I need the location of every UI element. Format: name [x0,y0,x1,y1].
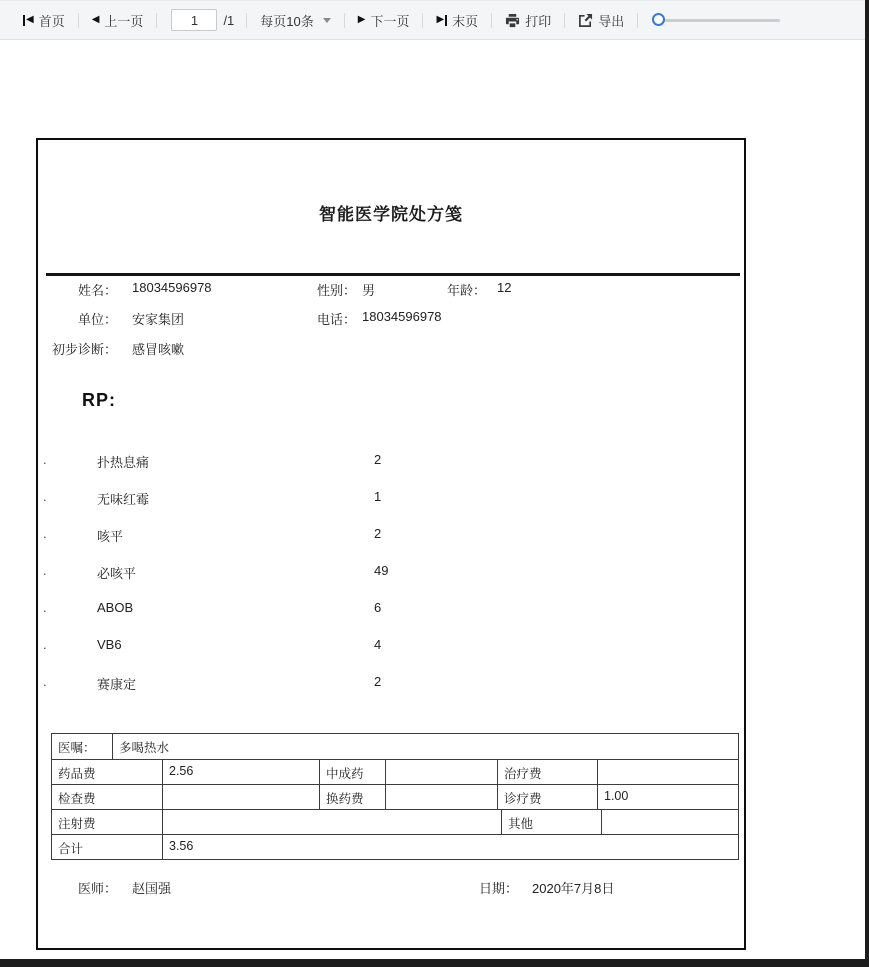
medicine-qty: 2 [374,526,382,541]
fee-value: 2.56 [162,760,319,784]
prescription-document [36,138,746,950]
export-label: 导出 [598,13,625,29]
item-bullet: . [43,563,47,578]
page-number-input[interactable] [171,9,217,31]
fee-value [597,760,738,784]
advice-value: 多喝热水 [112,734,738,759]
toolbar-separator [344,13,345,28]
chevron-down-icon [323,18,331,23]
toolbar-separator [637,13,638,28]
patient-info-row-1 [38,280,744,300]
first-page-icon: ◀ [23,15,34,26]
advice-row [52,734,738,759]
date-value: 2020年7月8日 [532,881,615,896]
fee-label: 换药费 [319,785,385,809]
medicine-qty: 2 [374,674,382,689]
page-title: 智能医学院处方笺 [319,205,463,224]
item-bullet: . [43,674,47,689]
toolbar-separator [422,13,423,28]
diagnosis-label: 初步诊断： [51,342,117,357]
fee-value [162,785,319,809]
advice-label: 医嘱： [58,741,96,755]
medicine-row [38,600,744,620]
first-page-label: 首页 [38,13,65,29]
doctor-label: 医师： [77,881,117,896]
next-page-button[interactable] [349,7,419,33]
zoom-slider-handle[interactable] [652,13,665,26]
fee-value [162,810,501,834]
medicine-qty: 2 [374,452,382,467]
export-icon [578,13,593,28]
diagnosis-value: 感冒咳嗽 [132,342,185,357]
prev-page-icon: ◀ [91,14,100,25]
toolbar-separator [78,13,79,28]
medicine-row [38,563,744,583]
medicine-row [38,637,744,657]
medicine-row [38,526,744,546]
last-page-button[interactable] [427,7,487,33]
total-label: 合计 [58,842,84,856]
fee-value [385,785,497,809]
first-page-button[interactable] [14,7,74,33]
last-page-label: 末页 [452,13,479,29]
fee-label: 注射费 [58,817,96,831]
zoom-slider[interactable] [652,10,780,30]
toolbar-separator [246,13,247,28]
item-bullet: . [43,600,47,615]
prev-page-button[interactable] [83,7,153,33]
medicine-name: ABOB [97,600,134,615]
age-value: 12 [497,280,512,295]
item-bullet: . [43,637,47,652]
item-bullet: . [43,489,47,504]
fee-value [385,760,497,784]
fee-label: 治疗费 [497,760,597,784]
medicine-row [38,489,744,509]
medicine-name: 赛康定 [97,677,137,692]
medicine-row [38,674,744,694]
toolbar-separator [491,13,492,28]
fee-label: 诊疗费 [497,785,597,809]
fee-total-row [52,834,738,859]
print-label: 打印 [525,13,552,29]
medicine-name: VB6 [97,637,122,652]
export-button[interactable] [569,7,633,33]
phone-label: 电话： [317,312,357,327]
toolbar-separator [156,13,157,28]
fee-row-2 [52,784,738,809]
header-divider [46,273,740,276]
fee-table [51,733,739,860]
medicine-qty: 4 [374,637,382,652]
page-size-dropdown[interactable] [251,7,339,33]
zoom-slider-track[interactable] [658,19,780,23]
date-label: 日期： [478,881,518,896]
doctor-name: 赵国强 [132,881,172,896]
medicine-name: 无味红霉 [97,492,150,507]
print-button[interactable] [496,7,560,33]
window-right-edge [865,0,869,967]
medicine-row [38,452,744,472]
gender-label: 性别： [317,283,357,298]
fee-label: 药品费 [58,767,96,781]
medicine-qty: 1 [374,489,382,504]
fee-label: 检查费 [58,792,96,806]
gender-value: 男 [362,283,376,298]
patient-info-row-3 [38,339,744,359]
fee-row-1 [52,759,738,784]
age-label: 年龄： [447,283,487,298]
page-size-label: 每页10条 [260,13,314,29]
fee-value: 1.00 [597,785,738,809]
printer-icon [505,13,520,28]
window-bottom-edge [0,959,869,967]
patient-info-row-2 [38,309,744,329]
medicine-qty: 49 [374,563,389,578]
rp-heading: RP: [82,390,116,410]
page-total-label: /1 [223,12,235,28]
signature-row [38,878,744,898]
fee-row-3 [52,809,738,834]
toolbar-separator [564,13,565,28]
next-page-label: 下一页 [370,13,410,29]
item-bullet: . [43,526,47,541]
next-page-icon: ▶ [357,14,366,25]
unit-label: 单位： [77,312,117,327]
item-bullet: . [43,452,47,467]
total-value: 3.56 [162,835,738,859]
fee-value [601,810,738,834]
medicine-qty: 6 [374,600,382,615]
medicine-name: 扑热息痛 [97,455,150,470]
prev-page-label: 上一页 [104,13,144,29]
pagination-toolbar [0,0,869,40]
medicine-name: 咳平 [97,529,124,544]
medicine-name: 必咳平 [97,566,137,581]
name-value: 18034596978 [132,280,212,295]
fee-label: 其他 [501,810,601,834]
fee-label: 中成药 [319,760,385,784]
unit-value: 安家集团 [132,312,185,327]
phone-value: 18034596978 [362,309,442,324]
last-page-icon: ▶ [436,15,447,26]
name-label: 姓名： [77,283,117,298]
